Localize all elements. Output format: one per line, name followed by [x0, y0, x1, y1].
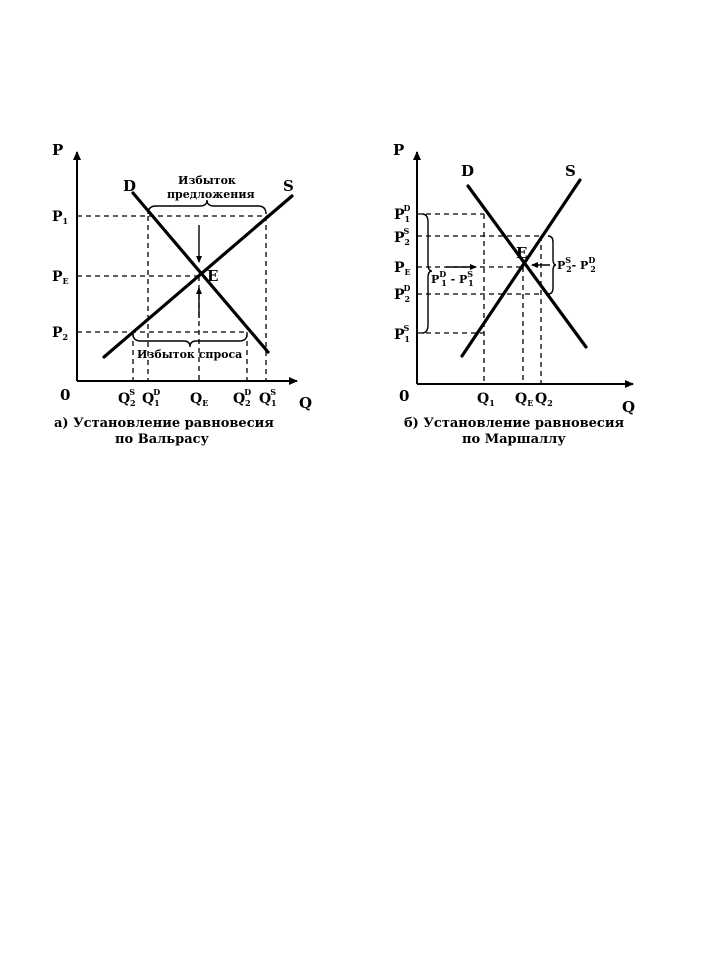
marshall-demand-label: D — [461, 162, 475, 180]
walras-x-axis-label: Q — [299, 394, 313, 412]
walras-q2d-label: QD 2 — [233, 387, 252, 408]
walras-y-axis-label: P — [52, 141, 64, 159]
walras-q1d-label: QD 1 — [142, 387, 161, 408]
walras-supply-surplus-brace — [148, 200, 266, 214]
marshall-p1s-label: PS 1 — [394, 323, 410, 344]
marshall-equilibrium-label: E — [516, 244, 528, 262]
marshall-p1d-label: PD 1 — [394, 203, 411, 224]
marshall-right-gap-label: $P^S$ 2- $P^D$ 2 — [557, 255, 596, 274]
walras-q2s-label: QS 2 — [118, 387, 136, 408]
walras-q1s-label: QS 1 — [259, 387, 277, 408]
marshall-supply-label: S — [565, 162, 576, 180]
walras-diagram — [52, 141, 312, 447]
walras-p1-label: $P_1$ — [52, 209, 69, 226]
walras-demand-surplus-label: Избыток спроса — [137, 348, 243, 361]
marshall-p2d-label: PD 2 — [394, 283, 411, 304]
walras-caption-line2: по Вальрасу — [115, 432, 209, 447]
walras-caption-line1: а) Установление равновесия — [54, 416, 274, 431]
marshall-origin-label: 0 — [399, 387, 410, 405]
walras-supply-surplus-line1: Избыток — [178, 174, 236, 187]
marshall-left-gap-label: $P^D$ $1 - P^S$ 1 — [431, 269, 474, 288]
walras-demand-label: D — [123, 177, 137, 195]
walras-demand-surplus-brace — [133, 334, 247, 347]
walras-supply-surplus-line2: предложения — [167, 188, 255, 201]
marshall-diagram — [393, 141, 635, 447]
marshall-x-axis-label: Q — [622, 398, 636, 416]
walras-qe-label: $Q_E$ — [190, 391, 209, 408]
walras-p2-label: $P_2$ — [52, 325, 69, 342]
marshall-qe-label: $Q_E$ — [515, 391, 534, 408]
walras-origin-label: 0 — [60, 386, 71, 404]
marshall-caption-line2: по Маршаллу — [462, 432, 566, 447]
marshall-y-axis-label: P — [393, 141, 405, 159]
walras-equilibrium-label: E — [207, 267, 219, 285]
walras-pe-label: $P_E$ — [52, 269, 69, 286]
marshall-p2s-label: PS 2 — [394, 226, 410, 247]
marshall-q2-label: $Q_2$ — [535, 391, 553, 408]
walras-supply-label: S — [283, 177, 294, 195]
marshall-q1-label: $Q_1$ — [477, 391, 495, 408]
marshall-caption-line1: б) Установление равновесия — [404, 416, 625, 431]
marshall-pe-label: $P_E$ — [394, 260, 411, 277]
